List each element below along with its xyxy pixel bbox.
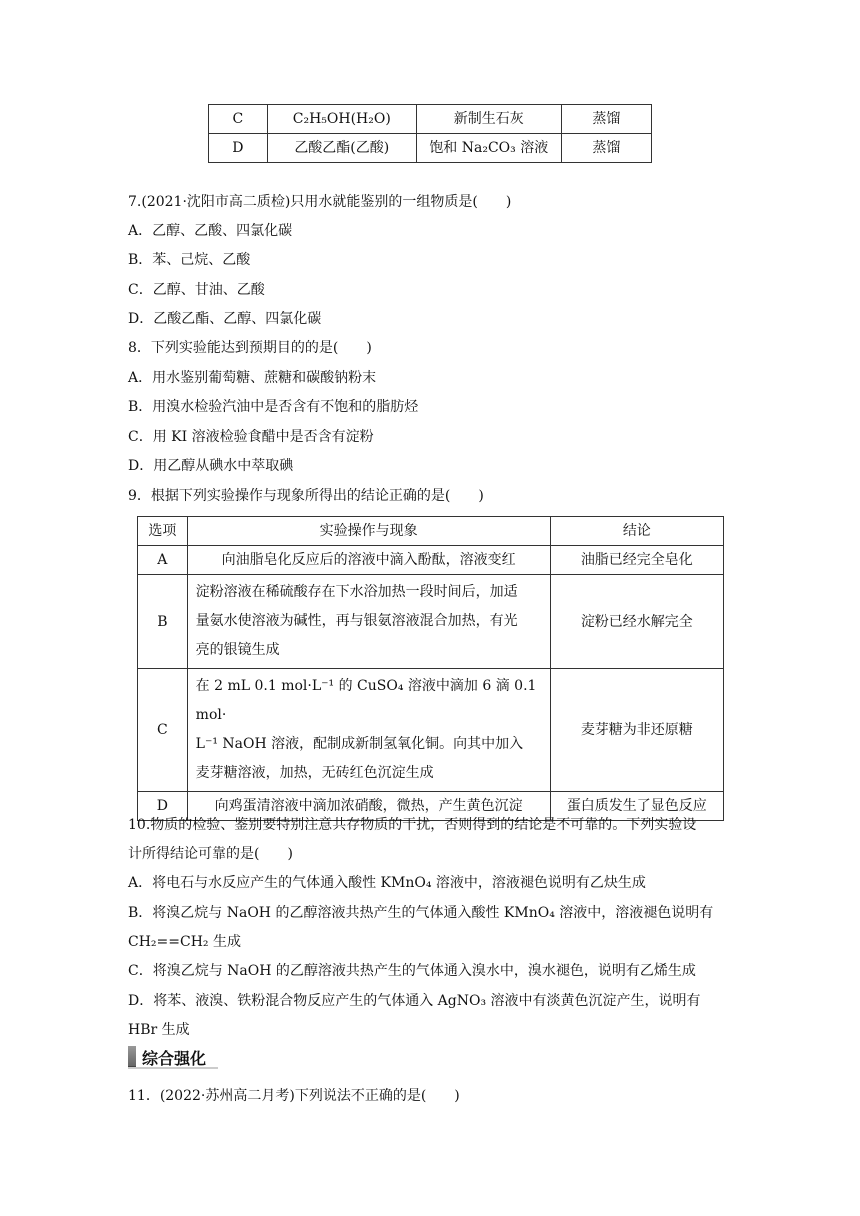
question-7-option: D．乙酸乙酯、乙醇、四氯化碳 [128,311,322,327]
cell-line: 淀粉溶液在稀硫酸存在下水浴加热一段时间后，加适 [195,584,518,600]
section-title: 综合强化 [142,1048,207,1068]
cell-line: 在 2 mL 0.1 mol·L⁻¹ 的 CuSO₄ 溶液中滴加 6 滴 0.1 mol· [195,678,537,723]
table-cell [187,669,550,792]
table-cell: C [138,669,188,792]
question-8-stem: 8．下列实验能达到预期目的的是( ) [128,340,372,356]
question-11-stem: 11．(2022·苏州高二月考)下列说法不正确的是( ) [128,1088,460,1104]
table-row [138,546,724,575]
question-8-option: B．用溴水检验汽油中是否含有不饱和的脂肪烃 [128,399,419,415]
table-header: 选项 [138,517,188,546]
question-7-option: B．苯、己烷、乙酸 [128,252,251,268]
table-row [138,669,724,792]
table-cell: 向油脂皂化反应后的溶液中滴入酚酞，溶液变红 [187,546,550,575]
question-9-stem: 9．根据下列实验操作与现象所得出的结论正确的是( ) [128,488,484,504]
cell-line: 量氨水使溶液为碱性，再与银氨溶液混合加热，有光 [195,613,518,629]
experiment-table [137,516,724,821]
table-header: 实验操作与现象 [187,517,550,546]
separation-table [208,104,652,163]
table-cell [187,575,550,669]
question-8-option: D．用乙醇从碘水中萃取碘 [128,458,294,474]
table-cell: A [138,546,188,575]
table-cell: 淀粉已经水解完全 [550,575,723,669]
question-10-option: CH₂==CH₂ 生成 [128,934,241,950]
cell-line: 亮的银镜生成 [195,642,280,658]
table-header: 结论 [550,517,723,546]
question-7-stem: 7.(2021·沈阳市高二质检)只用水就能鉴别的一组物质是( ) [128,194,512,210]
table-cell: 饱和 Na₂CO₃ 溶液 [416,134,561,163]
question-10-option: B．将溴乙烷与 NaOH 的乙醇溶液共热产生的气体通入酸性 KMnO₄ 溶液中，溶液褪色说明有 [128,905,714,921]
table-cell: 麦芽糖为非还原糖 [550,669,723,792]
table-cell: 蒸馏 [561,105,651,134]
question-10-option: C．将溴乙烷与 NaOH 的乙醇溶液共热产生的气体通入溴水中，溴水褪色，说明有乙烯生成 [128,963,696,979]
table-cell: 蛋白质发生了显色反应 [550,792,723,821]
table-row [209,105,652,134]
question-10-option: A．将电石与水反应产生的气体通入酸性 KMnO₄ 溶液中，溶液褪色说明有乙炔生成 [128,875,646,891]
table-cell: 新制生石灰 [416,105,561,134]
section-marker-icon [128,1046,136,1068]
question-10-option: D．将苯、液溴、铁粉混合物反应产生的气体通入 AgNO₃ 溶液中有淡黄色沉淀产生，说明有 [128,993,701,1009]
table-cell: C₂H₅OH(H₂O) [267,105,416,134]
table-row [138,575,724,669]
table-cell: D [209,134,268,163]
cell-line: 麦芽糖溶液，加热，无砖红色沉淀生成 [195,765,434,781]
question-7-option: C．乙醇、甘油、乙酸 [128,282,265,298]
question-10-option: HBr 生成 [128,1022,190,1038]
question-8-option: A．用水鉴别葡萄糖、蔗糖和碳酸钠粉末 [128,370,377,386]
table-cell: 油脂已经完全皂化 [550,546,723,575]
table-row [209,134,652,163]
table-header-row [138,517,724,546]
section-heading [128,1046,206,1068]
question-7-option: A．乙醇、乙酸、四氯化碳 [128,223,293,239]
table-cell: D [138,792,188,821]
cell-line: L⁻¹ NaOH 溶液，配制成新制氢氧化铜。向其中加入 [195,736,524,752]
question-10-stem: 10.物质的检验、鉴别要特别注意共存物质的干扰，否则得到的结论是不可靠的。下列实验设 [128,817,697,833]
table-cell: C [209,105,268,134]
question-8-option: C．用 KI 溶液检验食醋中是否含有淀粉 [128,429,374,445]
table-cell: B [138,575,188,669]
table-cell: 乙酸乙酯(乙酸) [267,134,416,163]
table-cell: 向鸡蛋清溶液中滴加浓硝酸，微热，产生黄色沉淀 [187,792,550,821]
table-cell: 蒸馏 [561,134,651,163]
section-underline [128,1067,218,1069]
question-10-stem: 计所得结论可靠的是( ) [128,846,293,862]
